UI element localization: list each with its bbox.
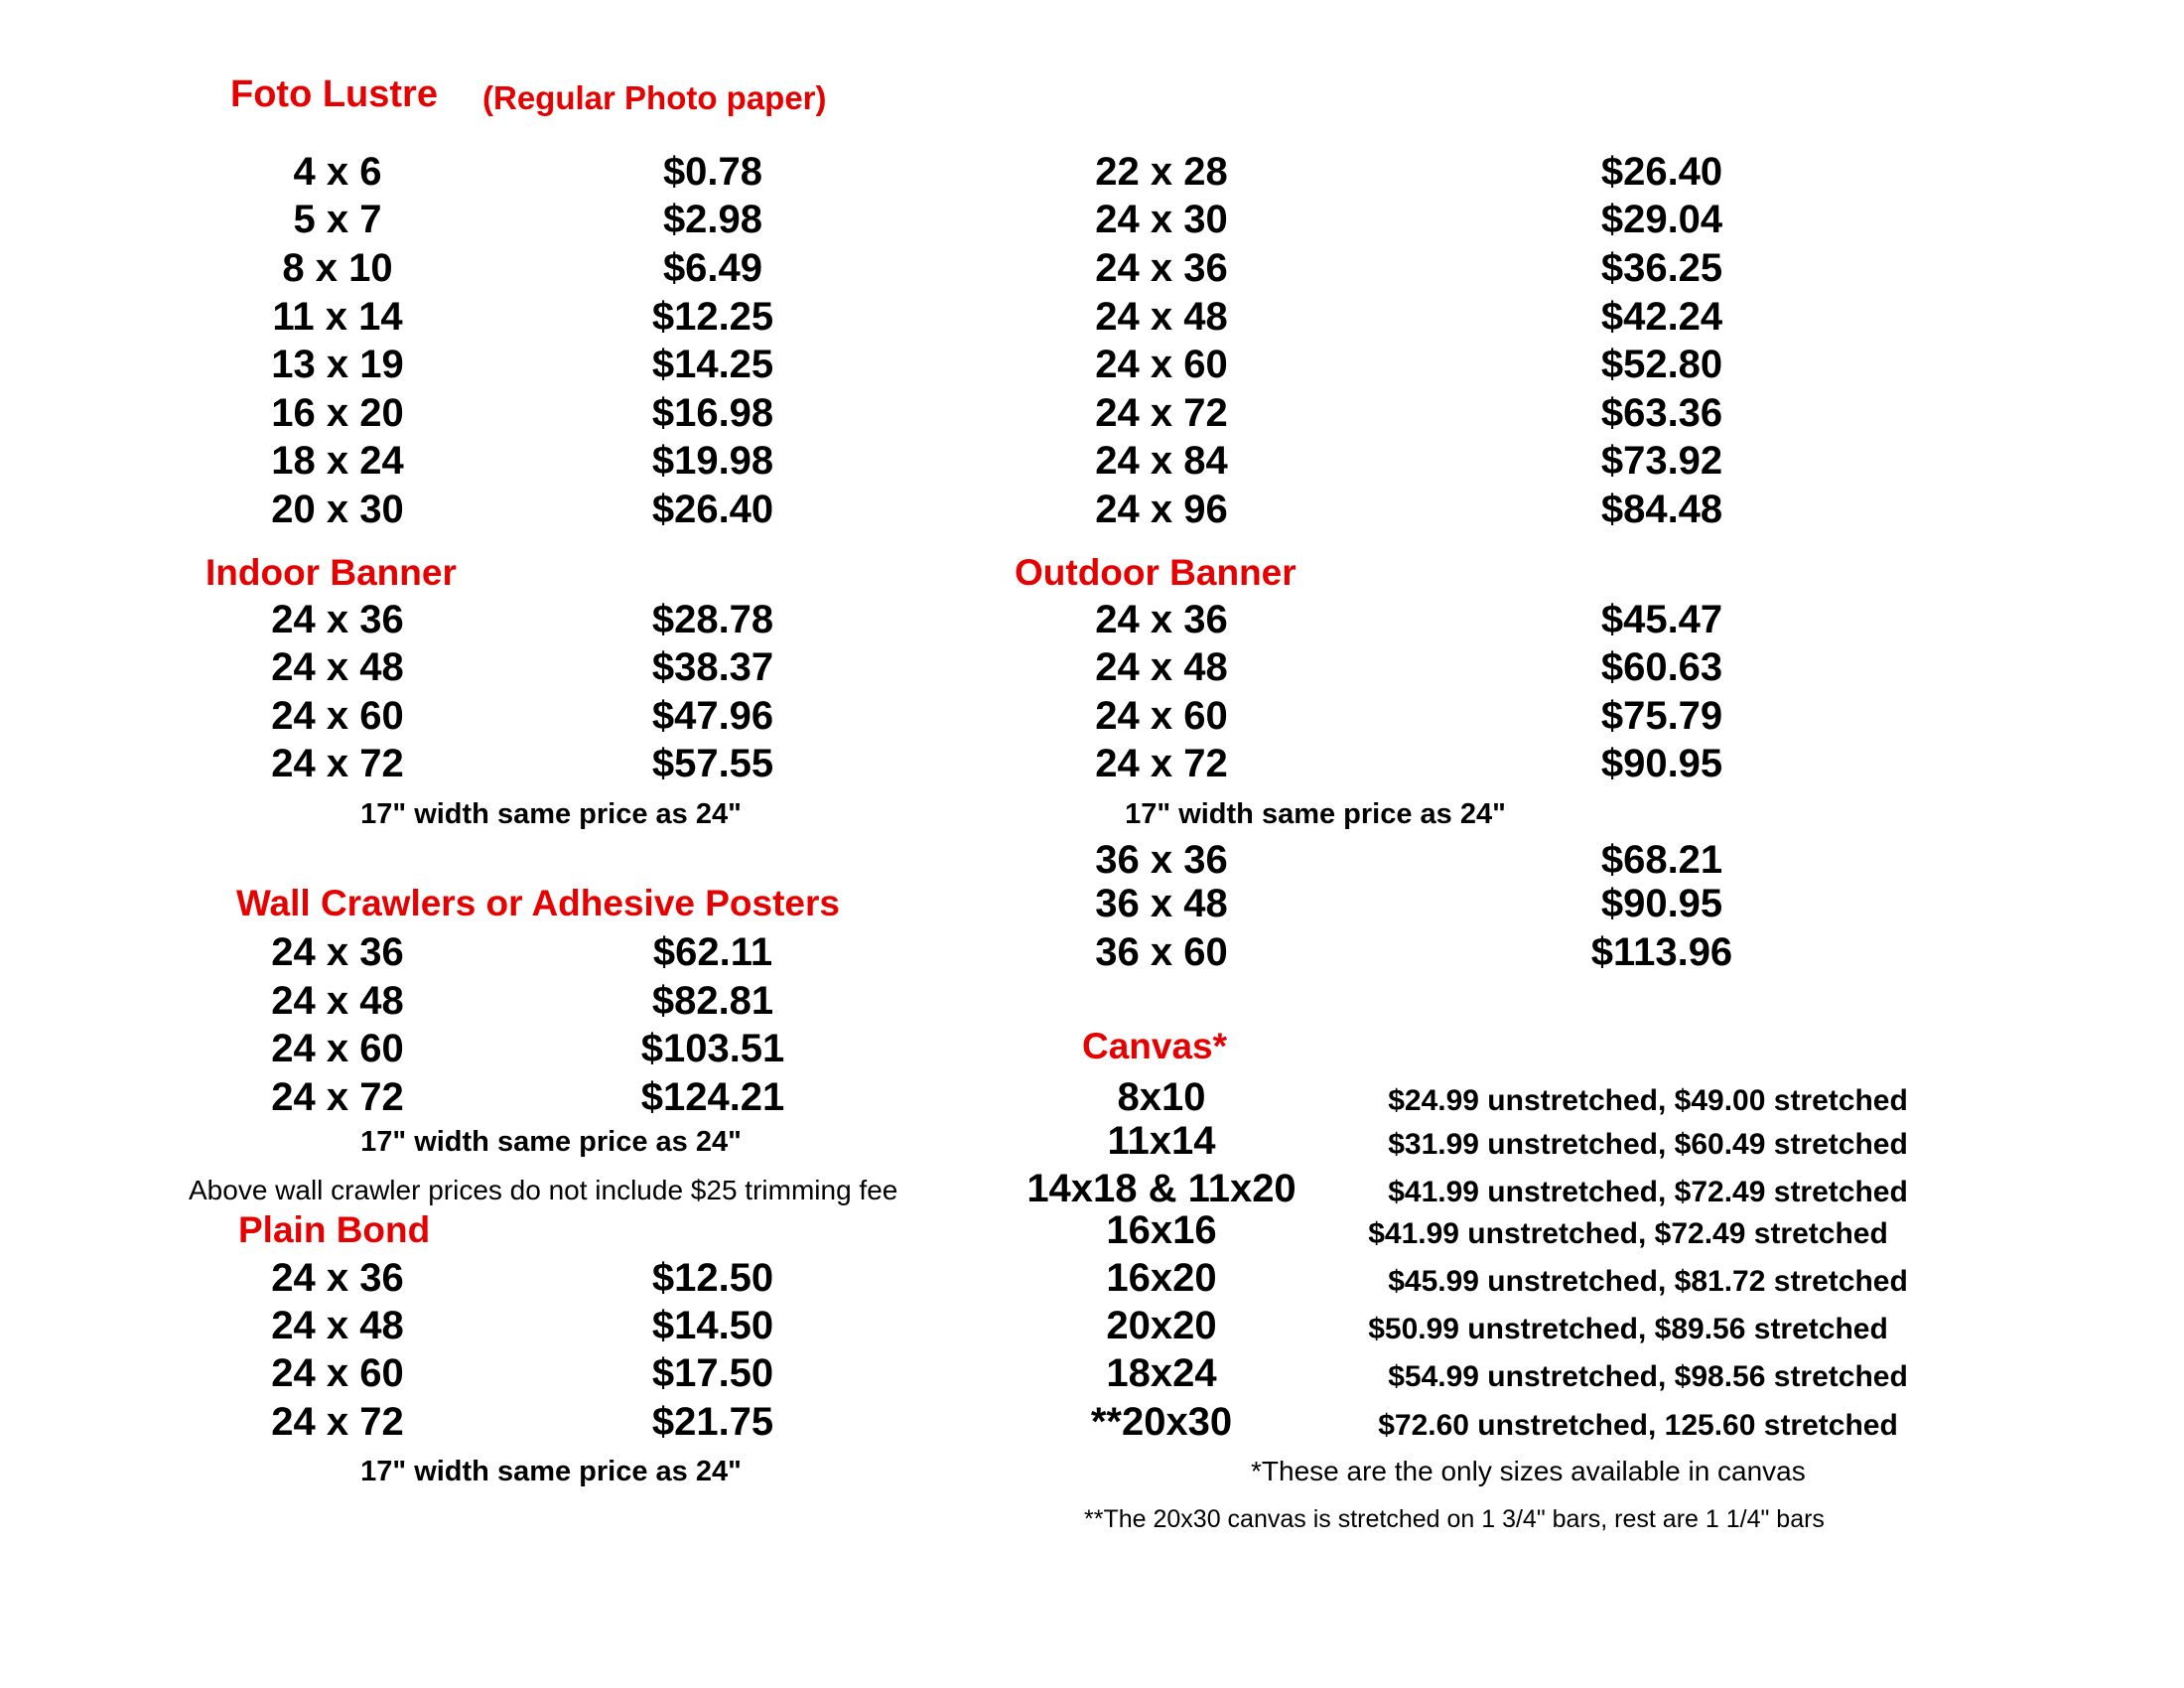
wall-crawlers-note: 17" width same price as 24" xyxy=(360,1126,742,1158)
foto-right-size: 24 x 96 xyxy=(1095,488,1228,531)
outdoor-price: $75.79 xyxy=(1600,694,1723,738)
foto-lustre-title: Foto Lustre xyxy=(230,73,438,115)
foto-left-price: $2.98 xyxy=(662,198,763,241)
canvas-size: 16x16 xyxy=(1106,1208,1217,1252)
outdoor-banner-title: Outdoor Banner xyxy=(1015,552,1297,593)
bond-size: 24 x 48 xyxy=(271,1304,404,1347)
outdoor-size: 24 x 60 xyxy=(1095,694,1228,738)
bond-price: $17.50 xyxy=(651,1351,774,1395)
canvas-size: 14x18 & 11x20 xyxy=(1026,1167,1297,1210)
foto-right-price: $52.80 xyxy=(1600,343,1723,386)
canvas-price: $45.99 unstretched, $81.72 stretched xyxy=(1388,1265,1908,1298)
bond-size: 24 x 72 xyxy=(271,1400,404,1444)
wall-price: $103.51 xyxy=(640,1027,785,1070)
foto-lustre-subtitle: (Regular Photo paper) xyxy=(482,79,827,116)
wall-price: $124.21 xyxy=(640,1075,785,1119)
foto-left-price: $6.49 xyxy=(662,246,763,290)
foto-left-size: 16 x 20 xyxy=(271,391,404,435)
foto-left-price: $0.78 xyxy=(662,150,763,194)
wall-size: 24 x 36 xyxy=(271,930,404,974)
foto-right-size: 22 x 28 xyxy=(1095,150,1228,194)
canvas-price: $54.99 unstretched, $98.56 stretched xyxy=(1388,1360,1908,1393)
bond-price: $21.75 xyxy=(651,1400,774,1444)
foto-right-price: $26.40 xyxy=(1600,150,1723,194)
indoor-size: 24 x 36 xyxy=(271,598,404,641)
foto-left-price: $19.98 xyxy=(651,439,774,483)
foto-left-size: 13 x 19 xyxy=(271,343,404,386)
canvas-price: $31.99 unstretched, $60.49 stretched xyxy=(1388,1128,1908,1161)
indoor-size: 24 x 60 xyxy=(271,694,404,738)
foto-right-price: $42.24 xyxy=(1600,295,1723,339)
canvas-size: 11x14 xyxy=(1107,1119,1216,1163)
canvas-title: Canvas* xyxy=(1082,1026,1228,1066)
indoor-price: $57.55 xyxy=(651,742,774,785)
wall-price: $62.11 xyxy=(652,930,773,974)
foto-left-size: 5 x 7 xyxy=(293,198,382,241)
foto-right-size: 24 x 60 xyxy=(1095,343,1228,386)
canvas-size: 18x24 xyxy=(1106,1351,1217,1395)
outdoor-extra-price: $113.96 xyxy=(1590,930,1733,974)
wall-size: 24 x 48 xyxy=(271,979,404,1023)
outdoor-price: $90.95 xyxy=(1600,742,1723,785)
foto-left-price: $14.25 xyxy=(651,343,774,386)
outdoor-extra-size: 36 x 36 xyxy=(1095,838,1228,882)
indoor-price: $47.96 xyxy=(651,694,774,738)
canvas-price: $41.99 unstretched, $72.49 stretched xyxy=(1388,1176,1908,1208)
outdoor-extra-size: 36 x 60 xyxy=(1095,930,1228,974)
outdoor-size: 24 x 48 xyxy=(1095,645,1228,689)
plain-bond-title: Plain Bond xyxy=(238,1209,431,1250)
foto-right-size: 24 x 48 xyxy=(1095,295,1228,339)
wall-size: 24 x 60 xyxy=(271,1027,404,1070)
bond-price: $14.50 xyxy=(651,1304,774,1347)
outdoor-price: $60.63 xyxy=(1600,645,1723,689)
wall-size: 24 x 72 xyxy=(271,1075,404,1119)
foto-right-price: $63.36 xyxy=(1600,391,1723,435)
foto-right-size: 24 x 30 xyxy=(1095,198,1228,241)
canvas-price: $50.99 unstretched, $89.56 stretched xyxy=(1368,1313,1888,1345)
bond-price: $12.50 xyxy=(651,1256,774,1300)
foto-left-price: $16.98 xyxy=(651,391,774,435)
foto-right-size: 24 x 84 xyxy=(1095,439,1228,483)
foto-right-price: $36.25 xyxy=(1600,246,1723,290)
foto-left-size: 4 x 6 xyxy=(293,150,382,194)
wall-crawlers-title: Wall Crawlers or Adhesive Posters xyxy=(236,883,840,923)
indoor-banner-title: Indoor Banner xyxy=(205,552,457,593)
outdoor-price: $45.47 xyxy=(1600,598,1723,641)
outdoor-extra-price: $90.95 xyxy=(1600,882,1723,925)
outdoor-banner-note: 17" width same price as 24" xyxy=(1125,798,1506,830)
foto-left-size: 11 x 14 xyxy=(272,295,403,339)
outdoor-size: 24 x 36 xyxy=(1095,598,1228,641)
indoor-price: $38.37 xyxy=(651,645,774,689)
canvas-note-bars: **The 20x30 canvas is stretched on 1 3/4" bars, rest are 1 1/4" bars xyxy=(1084,1505,1825,1533)
indoor-size: 24 x 72 xyxy=(271,742,404,785)
canvas-price: $24.99 unstretched, $49.00 stretched xyxy=(1388,1084,1908,1117)
foto-right-price: $29.04 xyxy=(1600,198,1723,241)
foto-left-size: 18 x 24 xyxy=(271,439,404,483)
bond-size: 24 x 60 xyxy=(271,1351,404,1395)
canvas-size: 8x10 xyxy=(1117,1075,1206,1119)
canvas-size: **20x30 xyxy=(1090,1400,1233,1444)
foto-right-price: $73.92 xyxy=(1600,439,1723,483)
canvas-size: 16x20 xyxy=(1106,1256,1217,1300)
canvas-note-sizes: *These are the only sizes available in canvas xyxy=(1251,1456,1806,1486)
wall-crawlers-fee-note: Above wall crawler prices do not include $25 trimming fee xyxy=(189,1175,898,1205)
canvas-price: $41.99 unstretched, $72.49 stretched xyxy=(1368,1217,1888,1250)
plain-bond-note: 17" width same price as 24" xyxy=(360,1456,742,1487)
outdoor-extra-size: 36 x 48 xyxy=(1095,882,1228,925)
canvas-size: 20x20 xyxy=(1106,1304,1217,1347)
indoor-size: 24 x 48 xyxy=(271,645,404,689)
outdoor-size: 24 x 72 xyxy=(1095,742,1228,785)
indoor-banner-note: 17" width same price as 24" xyxy=(360,798,742,830)
canvas-price: $72.60 unstretched, 125.60 stretched xyxy=(1378,1409,1898,1442)
indoor-price: $28.78 xyxy=(651,598,774,641)
foto-left-size: 8 x 10 xyxy=(282,246,393,290)
outdoor-extra-price: $68.21 xyxy=(1600,838,1723,882)
foto-left-size: 20 x 30 xyxy=(271,488,404,531)
foto-left-price: $12.25 xyxy=(651,295,774,339)
foto-right-size: 24 x 36 xyxy=(1095,246,1228,290)
foto-left-price: $26.40 xyxy=(651,488,774,531)
foto-right-price: $84.48 xyxy=(1600,488,1723,531)
wall-price: $82.81 xyxy=(651,979,774,1023)
bond-size: 24 x 36 xyxy=(271,1256,404,1300)
foto-right-size: 24 x 72 xyxy=(1095,391,1228,435)
